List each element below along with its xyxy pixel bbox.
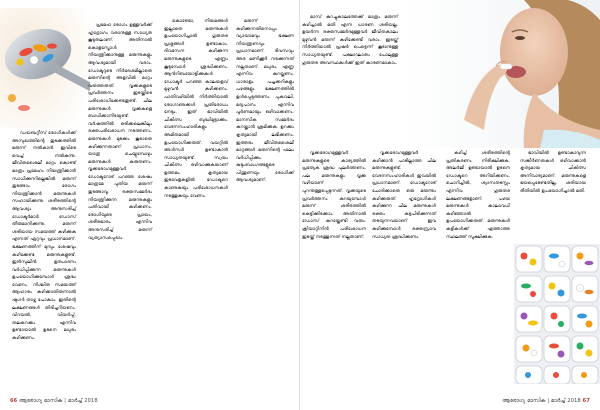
body-paragraph: ഡയബറ്റീസ് രോഗികൾക്ക് അസുഖത്തിന്റെ തുടക്കത്തിൽ മരുന്ന് നൽകാൻ ഇവിടെ വെച്ച് നൽകുന്നു. ജീവിതശൈലീ മാറ്റം കൊണ്ട് മാത്രം പ്രമേഹം നിയന്ത്രിക്കാൻ സാധിക്കുന്നില്ലെങ്കിൽ മരുന്ന് തുടങ്ങാം. രോഗം നിയന്ത്രിക്കാൻ മരുന്നുകൾ സഹായിക്കുന്നു. ശരീരത്തിന്റെ ആവശ്യം അനുസരിച്ച് ഡോക്ടർമാർ ഡോസ് തീരുമാനിക്കുന്നു. മരുന്ന് ശരിയായ സമയത്ത് കഴിക്കുക എന്നത് ഏറ്റവും പ്രധാനമാണ്. ഭക്ഷണത്തിന് മുമ്പും ശേഷവും കഴിക്കേണ്ട മരുന്നുകളുണ്ട്. ഇൻസുലിൻ ഉത്പാദനം വർധിപ്പിക്കുന്ന മരുന്നുകൾ ഉപയോഗിക്കുമ്പോൾ ശ്രദ്ധ വേണം. നിശ്ചിത സമയത്ത് ആഹാരം കഴിക്കാതിരുന്നാൽ ഷുഗർ താഴ്ന്നു പോകാം. ഇതിന്റെ ലക്ഷണങ്ങൾ തിരിച്ചറിയണം. വിറയൽ, വിയർപ്പ്, തലകറക്കം എന്നിവ ഉണ്ടായാൽ ഉടനെ മധുരം കഴിക്കണം.: [12, 131, 76, 342]
magazine-name: ആരോഗ്യ മാസിക | മാർച്ച് 2018: [502, 398, 581, 404]
text-column-4: [236, 18, 294, 392]
text-column-2: [88, 22, 152, 392]
text-column-3: [164, 18, 228, 392]
text-column-top: [302, 14, 398, 134]
woman-taking-pill-photo: [404, 0, 600, 148]
page-number: 67: [582, 398, 590, 404]
body-paragraph: കഴിച്ച് ശരീരത്തിന്റെ പ്രതികരണം നിരീക്ഷിക്കുക. അലർജി ഉണ്ടായാൽ ഉടനെ ഡോക്ടറെ അറിയിക്കണം. ചൊറിച്ചിൽ, ശ്വാസതടസ്സം എന്നിവ ഗുരുതര ലക്ഷണങ്ങളാണ്. പഴയ മരുന്നുകൾ കാലാവധി കഴിഞ്ഞാൽ ഉപയോഗിക്കരുത്. മരുന്നുകൾ കുട്ടികൾക്ക് എത്താത്ത സ്ഥലത്ത് സൂക്ഷിക്കുക.: [446, 151, 510, 240]
right-page: [300, 0, 600, 410]
body-paragraph: വൃക്കരോഗമുള്ളവർ മരുന്നുകളുടെ കാര്യത്തിൽ പ്രത്യേക ശ്രദ്ധ പുലർത്തണം. പല മരുന്നുകളും വൃക്ക വഴിയാണ് പുറന്തള്ളപ്പെടുന്നത്. വൃക്കയുടെ പ്രവർത്തനം കുറയുമ്പോൾ മരുന്ന് ശരീരത്തിൽ കെട്ടിക്കിടക്കാം. അതിനാൽ ഡോസ് കുറയ്ക്കേണ്ടി വരും. ക്രിയാറ്റിനിൻ പരിശോധന ഇടയ്ക്ക് നടത്തുന്നത് നല്ലതാണ്.: [302, 151, 366, 240]
text-column-1: [12, 130, 76, 392]
page-footer-right: [502, 398, 590, 404]
text-column-2: [372, 150, 436, 386]
body-paragraph: കൊണ്ടോ, നിയമങ്ങൾ ഇല്ലാതെ മരുന്നുകൾ ഉപയോഗിച്ചാൽ ഗുരുതര പ്രശ്നങ്ങൾ ഉണ്ടാകാം. ദിവസേന കഴിക്കുന്ന മരുന്നുകളുടെ എണ്ണം കൂടുമ്പോൾ ശ്രദ്ധിക്കണം. ആൻറിബയോട്ടിക്കുകൾ ഡോക്ടർ പറഞ്ഞ കാലയളവ് മുഴുവൻ കഴിക്കണം. പാതിവഴിയിൽ നിർത്തിയാൽ രോഗാണുക്കൾ പ്രതിരോധം നേടും. ഇത് ഭാവിയിൽ ചികിത്സ ബുദ്ധിമുട്ടാക്കും. വേദനസംഹാരികളും അമിതമായി ഉപയോഗിക്കരുത്. വയറ്റിൽ അൾസർ ഉണ്ടാകാൻ സാധ്യതയുണ്ട്. സ്വയം ചികിത്സ ഒഴിവാക്കുകയാണ് ഉത്തമം. കൃത്യമായ ഇടവേളകളിൽ ഡോക്ടറെ കാണുകയും പരിശോധനകൾ നടത്തുകയും വേണം.: [164, 19, 228, 199]
text-column-1: [302, 150, 366, 386]
pill-organizer-photo: [514, 244, 600, 384]
text-column-3: [446, 150, 510, 386]
page-footer-left: [10, 398, 98, 404]
body-paragraph: പ്രമേഹ രോഗം ഉള്ളവർക്ക് ഹൃദ്രോഗം വരാനുള്ള സാധ്യത കൂടുതലാണ്. അതിനാൽ കൊളസ്ട്രോൾ നിയന്ത്രിക്കാനുള്ള മരുന്നുകളും ആവശ്യമായി വരാം. ഡോക്ടറുടെ നിർദേശമില്ലാതെ മരുന്നിന്റെ അളവിൽ മാറ്റം വരുത്തരുത്. വൃക്കകളുടെ പ്രവർത്തനം ഇടയ്ക്കിടെ പരിശോധിക്കേണ്ടതുണ്ട്. ചില മരുന്നുകൾ വൃക്കകളെ ബാധിക്കാനിടയുണ്ട്. വർഷത്തിൽ ഒരിക്കലെങ്കിലും രക്തപരിശോധന നടത്തണം. മരുന്നുകൾ മുടക്കം കൂടാതെ കഴിക്കുന്നതാണ് പ്രധാനം. യാത്ര ചെയ്യുമ്പോഴും മരുന്നുകൾ കരുതണം. വൃക്കരോഗമുള്ളവർ ഡോക്ടറോട് പറഞ്ഞ ശേഷം മാത്രമേ പുതിയ മരുന്ന് തുടങ്ങാവൂ. രക്തസമ്മർദം നിയന്ത്രിക്കുന്ന മരുന്നുകളും പതിവായി കഴിക്കണം. രോഗിയുടെ പ്രായം, ശരീരഭാരം എന്നിവ അനുസരിച്ച് മരുന്ന് വ്യത്യാസപ്പെടാം.: [88, 23, 152, 241]
magazine-name: ആരോഗ്യ മാസിക | മാർച്ച് 2018: [19, 398, 98, 404]
body-paragraph: മാസ് കുറച്ചുകാലത്തേക്ക് മാത്രം മരുന്ന് കഴിച്ചാൽ മതി എന്ന ധാരണ ശരിയല്ല. ഉയർന്ന രക്തസമ്മർദമുള്ളവർ ജീവിതകാലം മുഴുവൻ മരുന്ന് കഴിക്കേണ്ടി വരാം. ഇടയ്ക്ക് നിർത്തിയാൽ പ്രഷർ പെട്ടെന്ന് കൂടാനുള്ള സാധ്യതയുണ്ട്. പക്ഷാഘാതം പോലുള്ള ഗുരുതര അവസ്ഥകൾക്ക് ഇത് കാരണമാകാം.: [302, 15, 398, 66]
body-paragraph: മരുന്ന് കഴിക്കുന്നതിനൊപ്പം വ്യായാമവും ഭക്ഷണ നിയന്ത്രണവും പ്രധാനമാണ്. ദിവസവും അര മണിക്കൂർ നടക്കുന്നത് നല്ലതാണ്. മധുരം, എണ്ണ എന്നിവ കുറയ്ക്കണം. ധാരാളം പച്ചക്കറികളും പഴങ്ങളും ഭക്ഷണത്തിൽ ഉൾപ്പെടുത്തണം. പുകവലി, മദ്യപാനം എന്നിവ പൂർണമായും ഒഴിവാക്കണം. മാനസിക സമ്മർദം കുറയ്ക്കാൻ ശ്രമിക്കുക. ഉറക്കം കൃത്യമായി ലഭിക്കണം. ഇത്തരം ജീവിതശൈലീ മാറ്റങ്ങൾ മരുന്നിന്റെ ഫലം വർധിപ്പിക്കും. കുടുംബാംഗങ്ങളുടെ പിന്തുണയും രോഗിക്ക് ആവശ്യമാണ്.: [236, 19, 294, 184]
body-paragraph: വൃക്കരോഗമുള്ളവർ കഴിക്കാൻ പാടില്ലാത്ത ചില മരുന്നുകളുണ്ട്. വേദനസംഹാരികൾ ഇവയിൽ പ്രധാനമാണ്. ഡോക്ടറോട് ചോദിക്കാതെ ഒരു മരുന്നും കഴിക്കരുത്. ഹൃദ്രോഗികൾ കഴിക്കുന്ന ചില മരുന്നുകൾ രക്തം കട്ടപിടിക്കുന്നത് തടയുന്നവയാണ്. ഇവ കഴിക്കുമ്പോൾ രക്തസ്രാവ സാധ്യത ശ്രദ്ധിക്കണം.: [372, 151, 436, 240]
text-column-4: [520, 150, 586, 240]
body-paragraph: ഭാവിയിൽ ഉണ്ടാകാവുന്ന സങ്കീർണതകൾ ഒഴിവാക്കാൻ കൃത്യമായ ചികിത്സ അനിവാര്യമാണ്. മരുന്നുകളെ ഭയപ്പെടേണ്ടതില്ല, ശരിയായ രീതിയിൽ ഉപയോഗിച്ചാൽ മതി.: [520, 151, 586, 194]
page-number: 66: [10, 398, 18, 404]
spoon-with-pills-photo: [0, 8, 90, 128]
